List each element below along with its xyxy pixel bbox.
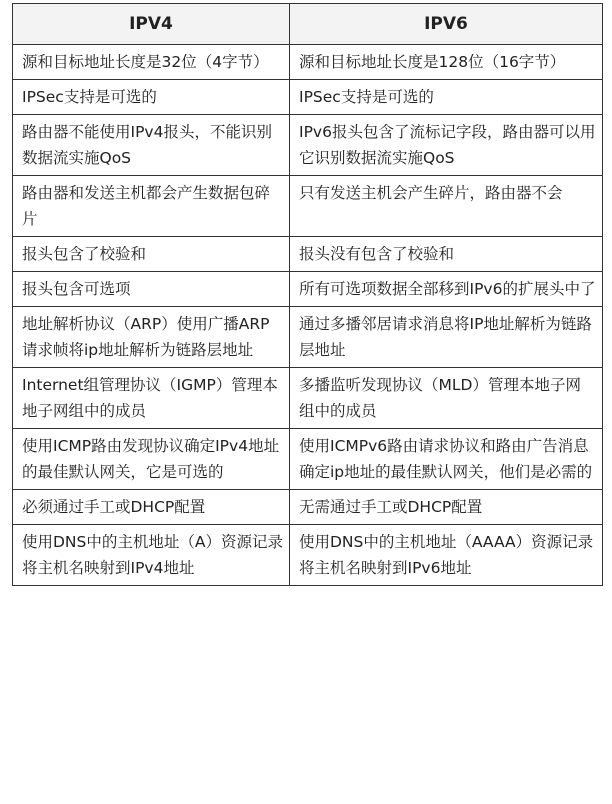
table-row — [13, 429, 603, 490]
ipv6-cell: 多播监听发现协议（MLD）管理本地子网组中的成员 — [290, 368, 603, 429]
table-row — [13, 525, 603, 586]
ipv4-cell: 报头包含可选项 — [13, 272, 290, 307]
ipv6-cell: 无需通过手工或DHCP配置 — [290, 490, 603, 525]
ipv6-cell: 使用ICMPv6路由请求协议和路由广告消息确定ip地址的最佳默认网关，他们是必需的 — [290, 429, 603, 490]
table-row — [13, 272, 603, 307]
header-ipv6: IPV6 — [290, 4, 603, 45]
ipv4-cell: 路由器和发送主机都会产生数据包碎片 — [13, 176, 290, 237]
ipv4-cell: 路由器不能使用IPv4报头，不能识别数据流实施QoS — [13, 115, 290, 176]
ipv6-cell: 通过多播邻居请求消息将IP地址解析为链路层地址 — [290, 307, 603, 368]
ipv4-cell: Internet组管理协议（IGMP）管理本地子网组中的成员 — [13, 368, 290, 429]
table-row — [13, 307, 603, 368]
comparison-table-container — [12, 3, 603, 586]
table-row — [13, 490, 603, 525]
table-row — [13, 176, 603, 237]
ipv6-cell: IPSec支持是可选的 — [290, 80, 603, 115]
ipv6-cell: 所有可选项数据全部移到IPv6的扩展头中了 — [290, 272, 603, 307]
ipv4-cell: 使用ICMP路由发现协议确定IPv4地址的最佳默认网关，它是可选的 — [13, 429, 290, 490]
header-ipv4: IPV4 — [13, 4, 290, 45]
ipv4-cell: 必须通过手工或DHCP配置 — [13, 490, 290, 525]
ipv4-cell: 源和目标地址长度是32位（4字节） — [13, 45, 290, 80]
header-row — [13, 4, 603, 45]
table-row — [13, 237, 603, 272]
ipv4-cell: 地址解析协议（ARP）使用广播ARP请求帧将ip地址解析为链路层地址 — [13, 307, 290, 368]
ipv6-cell: 报头没有包含了校验和 — [290, 237, 603, 272]
ipv4-cell: 报头包含了校验和 — [13, 237, 290, 272]
ipv6-cell: 只有发送主机会产生碎片，路由器不会 — [290, 176, 603, 237]
table-row — [13, 115, 603, 176]
table-row — [13, 368, 603, 429]
ipv4-cell: IPSec支持是可选的 — [13, 80, 290, 115]
table-row — [13, 45, 603, 80]
ipv4-ipv6-comparison-table — [12, 3, 603, 586]
ipv6-cell: 源和目标地址长度是128位（16字节） — [290, 45, 603, 80]
ipv4-cell: 使用DNS中的主机地址（A）资源记录将主机名映射到IPv4地址 — [13, 525, 290, 586]
ipv6-cell: 使用DNS中的主机地址（AAAA）资源记录将主机名映射到IPv6地址 — [290, 525, 603, 586]
ipv6-cell: IPv6报头包含了流标记字段，路由器可以用它识别数据流实施QoS — [290, 115, 603, 176]
table-row — [13, 80, 603, 115]
